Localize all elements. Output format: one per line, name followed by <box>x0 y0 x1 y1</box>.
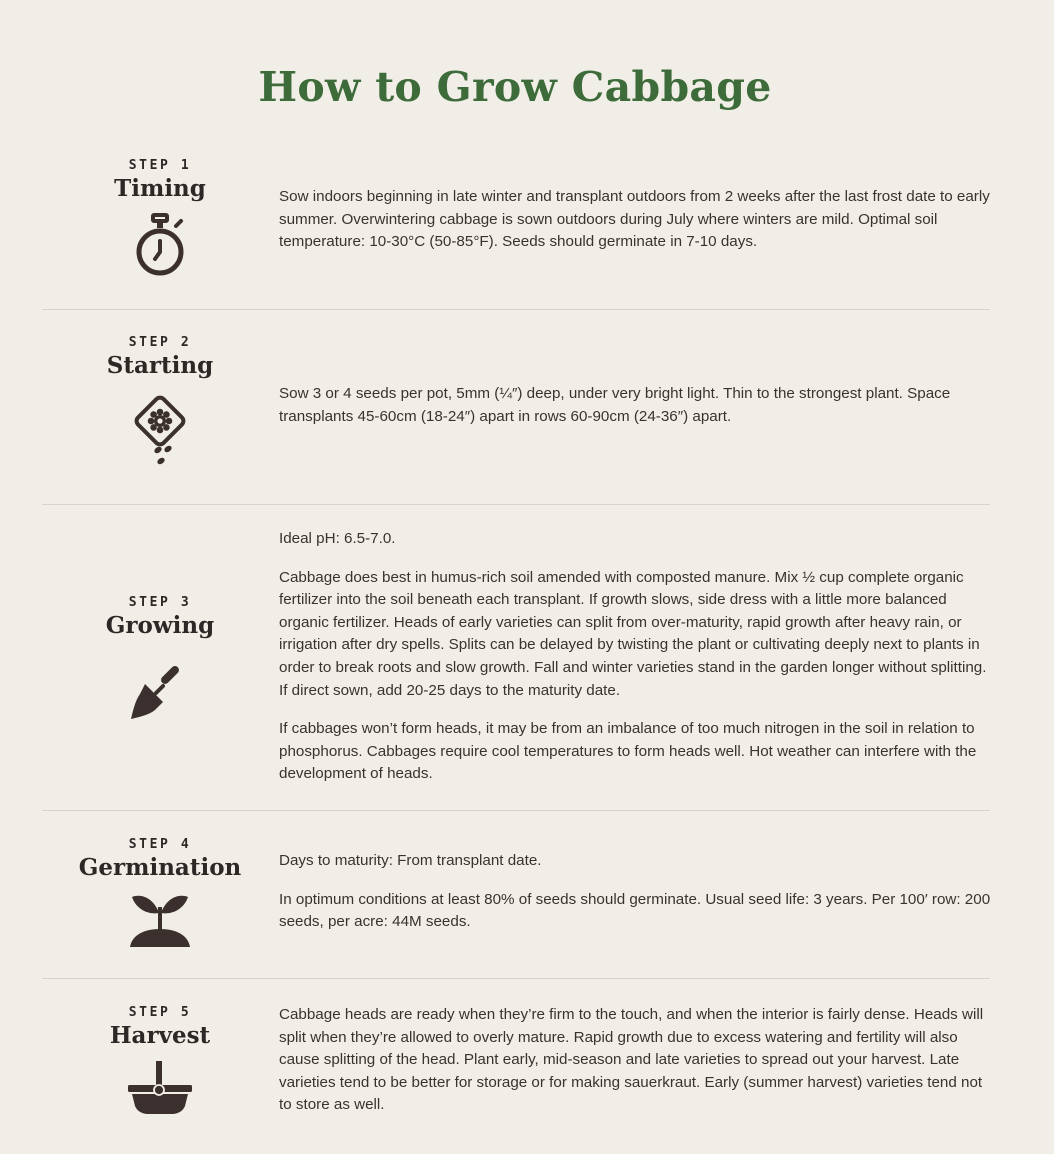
stopwatch-icon <box>132 212 188 282</box>
step-number: STEP 3 <box>128 595 192 610</box>
step-label <box>42 595 278 721</box>
trowel-icon <box>125 649 195 721</box>
step-text <box>279 186 994 254</box>
step-paragraph: Ideal pH: 6.5-7.0. <box>279 530 396 547</box>
step-name: Harvest <box>109 1022 211 1049</box>
step-paragraph: If cabbages won’t form heads, it may be from an imbalance of too much nitrogen in the soil in relation to phosphorus. Cabbages require cool temperatures to form heads well. Hot weather can interfere with the development of heads. <box>279 720 977 783</box>
step-label <box>42 335 278 475</box>
step-text <box>279 850 994 934</box>
divider <box>42 309 990 310</box>
basket-icon <box>126 1059 194 1115</box>
step-label <box>42 837 278 949</box>
step-text <box>279 383 994 428</box>
step-paragraph: Sow 3 or 4 seeds per pot, 5mm (¼″) deep, under very bright light. Thin to the strongest plant. Space transplants 45-60cm (18-24″) apart in rows 60-90cm (24-36″) apart. <box>279 385 951 425</box>
step-name: Starting <box>106 352 214 379</box>
seed-packet-icon <box>127 389 193 475</box>
step-name: Germination <box>78 854 242 881</box>
step-paragraph: Days to maturity: From transplant date. <box>279 852 542 869</box>
step-paragraph: Sow indoors beginning in late winter and transplant outdoors from 2 weeks after the last frost date to early summer. Overwintering cabbage is sown outdoors during July where winters are mild. Optimal soil temperature: 10-30°C (50-85°F). Seeds should germinate in 7-10 days. <box>279 188 990 251</box>
step-paragraph: Cabbage heads are ready when they’re firm to the touch, and when the interior is fairly dense. Heads will split when they’re allowed to overly mature. Rapid growth due to excess watering and fertility will also cause splitting of the head. Plant early, mid-season and late varieties to spread out your harvest. Late varieties tend to be better for storage or for making sauerkraut. Early (summer harvest) varieties tend not to store as well. <box>279 1006 984 1114</box>
step-name: Timing <box>114 175 206 202</box>
page-title: How to Grow Cabbage <box>258 63 772 112</box>
step-number: STEP 2 <box>128 335 192 350</box>
divider <box>42 810 990 811</box>
step-paragraph: In optimum conditions at least 80% of seeds should germinate. Usual seed life: 3 years. Per 100′ row: 200 seeds, per acre: 44M seeds. <box>279 890 991 931</box>
step-label <box>42 158 278 282</box>
sprout-icon <box>128 891 192 949</box>
step-number: STEP 5 <box>128 1005 192 1020</box>
step-paragraph: Cabbage does best in humus-rich soil amended with composted manure. Mix ½ cup complete organic fertilizer into the soil beneath each transplant. If growth slows, side dress with a little more balanced organic fertilizer. Heads of early varieties can split from over-maturity, rapid growth after heavy rain, or irrigation after dry spells. Splits can be delayed by twisting the plant or cultivating deeply next to plants in order to break roots and slow growth. Fall and winter varieties stand in the garden longer without splitting. If direct sown, add 20-25 days to the maturity date. <box>279 568 987 699</box>
step-text <box>279 528 994 786</box>
step-text <box>279 1004 994 1117</box>
step-number: STEP 4 <box>128 837 192 852</box>
divider <box>42 504 990 505</box>
step-name: Growing <box>105 612 215 639</box>
step-number: STEP 1 <box>128 158 192 173</box>
divider <box>42 978 990 979</box>
step-label <box>42 1005 278 1115</box>
